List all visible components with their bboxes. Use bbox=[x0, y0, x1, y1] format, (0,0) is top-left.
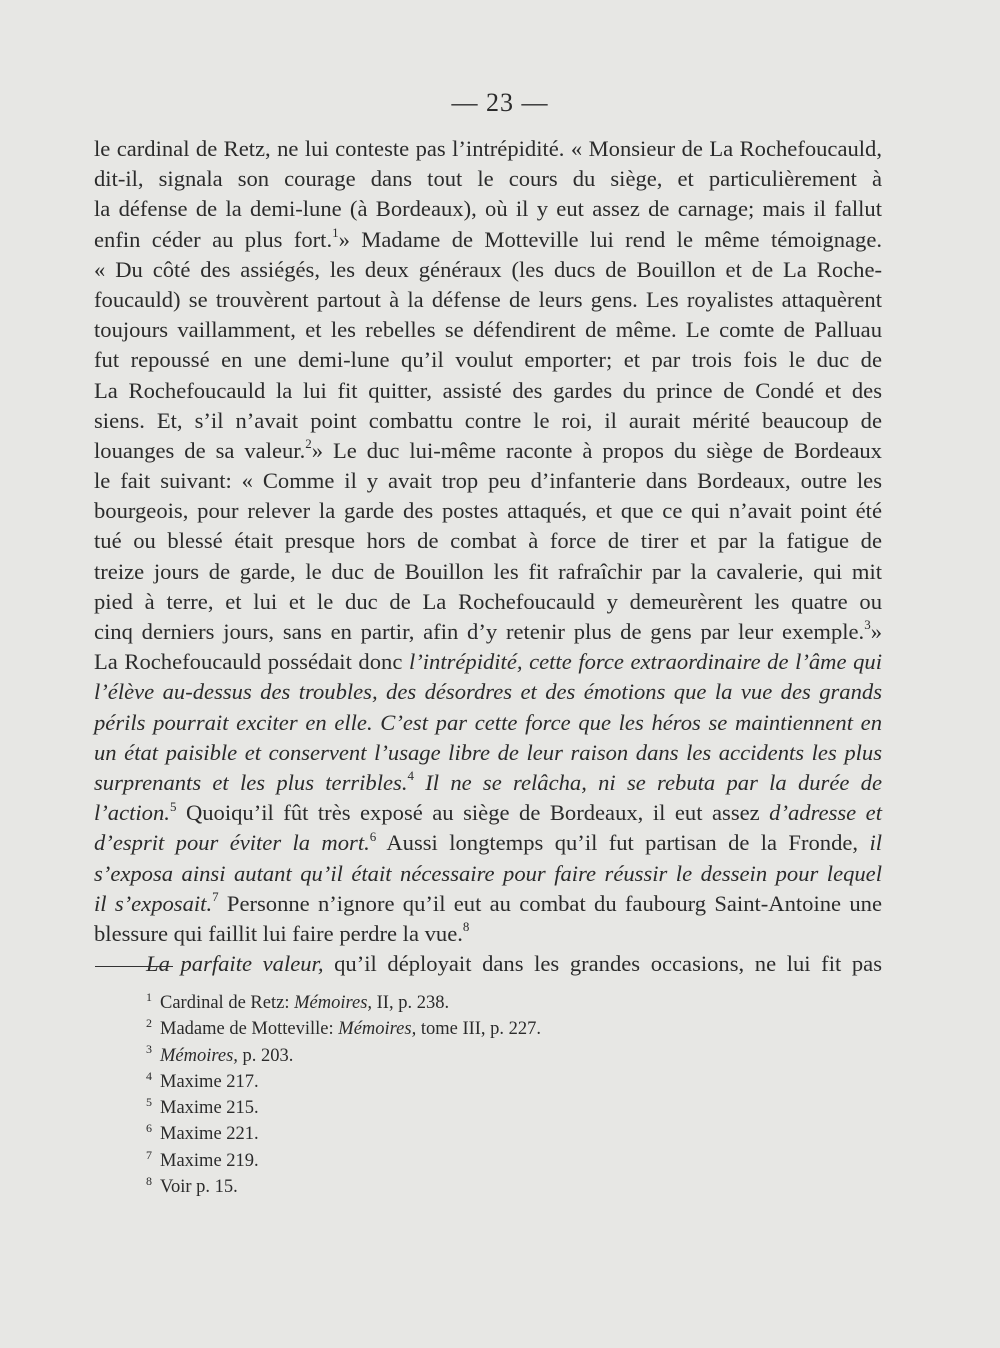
text-line bbox=[94, 285, 882, 315]
footnote-ref: 8 bbox=[462, 919, 470, 935]
text-segment: Maxime 221. bbox=[160, 1124, 259, 1145]
text-line bbox=[94, 768, 882, 798]
text-segment: enfin céder au plus fort. bbox=[94, 226, 333, 252]
footnote: 3 Mémoires, p. 203. bbox=[146, 1042, 294, 1066]
footnote: 2 Madame de Motteville: Mémoires, tome III, p. 227. bbox=[146, 1016, 542, 1040]
footnote-ref: 6 bbox=[369, 828, 377, 844]
text-line bbox=[94, 798, 882, 828]
text-segment: Maxime 219. bbox=[160, 1150, 259, 1171]
text-line bbox=[94, 738, 882, 768]
text-line bbox=[94, 526, 882, 556]
text-line bbox=[94, 255, 882, 285]
text-segment: tome III, p. 227. bbox=[416, 1019, 542, 1040]
footnote: 6 Maxime 221. bbox=[146, 1121, 259, 1145]
italic-text: Mémoires, bbox=[160, 1045, 238, 1066]
italic-text: d’adresse et bbox=[769, 800, 882, 826]
text-segment: p. 203. bbox=[237, 1045, 294, 1066]
text-segment: II, p. 238. bbox=[372, 993, 450, 1013]
text-line bbox=[94, 436, 882, 466]
text-line bbox=[94, 557, 882, 587]
text-segment: la défense de la demi-lune (à Bordeaux), où il y eut assez de carnage; mais il fallut bbox=[94, 196, 882, 222]
italic-text: Mémoires, bbox=[338, 1019, 417, 1040]
text-segment: Aussi longtemps qu’il fut partisan de la Fronde, bbox=[376, 830, 870, 856]
text-line bbox=[94, 315, 882, 345]
text-line bbox=[94, 376, 882, 406]
page-number: — 23 — bbox=[451, 88, 549, 117]
text-segment: blessure qui faillit lui faire perdre la vue. bbox=[94, 920, 463, 946]
text-segment: foucauld) se trouvèrent partout à la défense de leurs gens. Les royalistes attaquèrent bbox=[94, 286, 882, 312]
text-line bbox=[94, 134, 882, 164]
text-line bbox=[94, 587, 882, 617]
text-line bbox=[94, 708, 882, 738]
italic-text: un état paisible et conservent l’usage libre de leur raison dans les accidents les plus bbox=[94, 739, 882, 765]
text-segment: Quoiqu’il fût très exposé au siège de Bordeaux, il eut assez bbox=[176, 800, 770, 826]
text-segment: La Rochefoucauld possédait donc bbox=[94, 649, 409, 675]
text-segment: toujours vaillamment, et les rebelles se défendirent de même. Le comte de Palluau bbox=[94, 317, 882, 343]
text-segment: qu’il déployait dans les grandes occasions, ne lui fit pas bbox=[323, 951, 882, 977]
text-segment: Madame de Motteville: bbox=[160, 1019, 339, 1040]
text-segment: fut repoussé en une demi-lune qu’il voulut emporter; et par trois fois le duc de bbox=[94, 347, 882, 373]
italic-text: d’esprit pour éviter la mort. bbox=[94, 830, 370, 856]
footnote: 5 Maxime 215. bbox=[146, 1095, 259, 1119]
italic-text: s’exposa ainsi autant qu’il était nécessaire pour faire réussir le dessein pour lequel bbox=[94, 860, 882, 886]
text-segment: » Madame de Motteville lui rend le même témoignage. bbox=[338, 226, 882, 252]
footnote-ref: 7 bbox=[212, 889, 219, 905]
body-text bbox=[94, 134, 882, 979]
text-segment: le cardinal de Retz, ne lui conteste pas l’intrépidité. « Monsieur de La Rochefoucauld, bbox=[94, 136, 882, 161]
footnote: 1 Cardinal de Retz: Mémoires, II, p. 238. bbox=[146, 989, 450, 1013]
text-segment: pied à terre, et lui et le duc de La Rochefoucauld y demeurèrent les quatre ou bbox=[94, 588, 882, 614]
italic-text: périls pourrait exciter en elle. C’est par cette force que les héros se maintiennent en bbox=[94, 709, 882, 735]
text-segment bbox=[414, 770, 425, 795]
text-segment: « Du côté des assiégés, les deux généraux (les ducs de Bouillon et de La Roche- bbox=[94, 256, 882, 282]
text-segment: Maxime 217. bbox=[160, 1071, 259, 1092]
footnote-ref: 5 bbox=[169, 798, 177, 814]
text-line bbox=[94, 496, 882, 526]
text-line bbox=[94, 406, 882, 436]
footnotes bbox=[146, 990, 746, 1200]
footnote-separator bbox=[95, 966, 173, 967]
footnote: 4 Maxime 217. bbox=[146, 1068, 259, 1092]
text-segment: Personne n’ignore qu’il eut au combat du faubourg Saint-Antoine une bbox=[218, 890, 882, 916]
footnote: 7 Maxime 219. bbox=[146, 1147, 259, 1171]
italic-text: Il ne se relâcha, ni se rebuta par la durée de bbox=[425, 769, 883, 795]
italic-text: La parfaite valeur, bbox=[146, 951, 324, 977]
italic-text: il s’exposait. bbox=[94, 890, 213, 916]
text-line bbox=[94, 466, 882, 496]
text-line bbox=[94, 889, 882, 919]
text-segment: Voir p. 15. bbox=[160, 1177, 238, 1198]
text-segment: » Le duc lui-même raconte à propos du siège de Bordeaux bbox=[311, 437, 882, 463]
text-segment: le fait suivant: « Comme il y avait trop peu d’infanterie dans Bordeaux, outre les bbox=[94, 468, 882, 494]
text-line bbox=[94, 164, 882, 194]
text-segment: siens. Et, s’il n’avait point combattu contre le roi, il aurait mérité beaucoup de bbox=[94, 407, 882, 433]
text-segment: » bbox=[870, 619, 882, 644]
text-segment: cinq derniers jours, sans en partir, afin d’y retenir plus de gens par leur exemple. bbox=[94, 619, 865, 644]
text-segment: treize jours de garde, le duc de Bouillon les fit rafraîchir par la cavalerie, qui mit bbox=[94, 558, 882, 584]
footnote-ref: 4 bbox=[407, 768, 414, 784]
italic-text: surprenants et les plus terribles. bbox=[94, 769, 408, 795]
text-segment: tué ou blessé était presque hors de combat à force de tirer et par la fatigue de bbox=[94, 528, 882, 554]
text-line bbox=[94, 949, 882, 979]
text-line bbox=[94, 828, 882, 858]
text-line bbox=[94, 345, 882, 375]
text-line bbox=[94, 859, 882, 889]
footnote: 8 Voir p. 15. bbox=[146, 1173, 238, 1198]
italic-text: l’intrépidité, cette force extraordinaire de l’âme qui bbox=[408, 649, 882, 675]
text-line bbox=[94, 617, 882, 647]
text-segment: louanges de sa valeur. bbox=[94, 437, 306, 463]
text-line bbox=[94, 225, 882, 255]
italic-text: Mémoires, bbox=[294, 993, 373, 1013]
text-line bbox=[94, 647, 882, 677]
footnote-ref: 2 bbox=[305, 436, 312, 452]
text-segment: La Rochefoucauld la lui fit quitter, assisté des gardes du prince de Condé et des bbox=[94, 377, 882, 403]
italic-text: l’action. bbox=[94, 800, 170, 826]
footnote-ref: 3 bbox=[864, 617, 871, 633]
italic-text: il bbox=[869, 830, 882, 856]
text-segment: Maxime 215. bbox=[160, 1098, 259, 1119]
text-segment: bourgeois, pour relever la garde des postes attaqués, et que ce qui n’avait point été bbox=[94, 498, 882, 524]
footnote-ref: 1 bbox=[332, 225, 339, 241]
italic-text: l’élève au-dessus des troubles, des désordres et des émotions que la vue des grands bbox=[94, 679, 882, 705]
text-segment: dit-il, signala son courage dans tout le cours du siège, et particulièrement à bbox=[94, 166, 882, 192]
text-line bbox=[94, 919, 882, 949]
text-line bbox=[94, 194, 882, 224]
text-segment: Cardinal de Retz: bbox=[160, 993, 295, 1013]
text-line bbox=[94, 677, 882, 707]
